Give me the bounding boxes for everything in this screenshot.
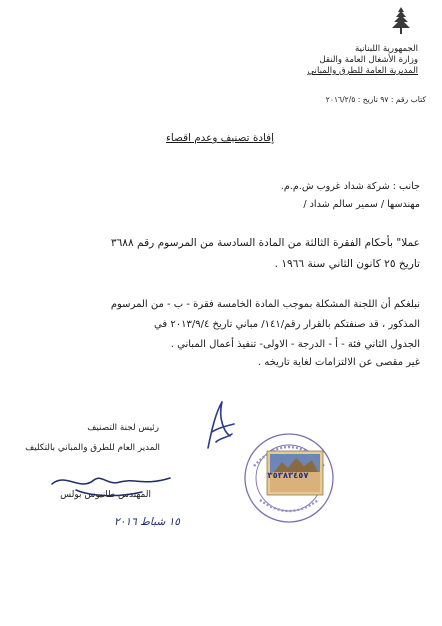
paragraph1-line2: تاريخ ٢٥ كانون الثاني سنة ١٩٦٦ .	[274, 258, 420, 270]
ministry-heading: وزارة الأشغال العامة والنقل	[319, 55, 418, 65]
handwritten-initials-icon	[202, 398, 236, 452]
signatory-role-committee: رئيس لجنة التصنيف	[87, 423, 159, 433]
signatory-name: المهندس طانيوس بولس	[60, 490, 151, 500]
document-title: إفادة تصنيف وعدم اقصاء	[166, 132, 274, 144]
paragraph1-line1: عملا" بأحكام الفقرة الثالثة من المادة السادسة من المرسوم رقم ٣٦٨٨	[110, 237, 420, 249]
republic-heading: الجمهورية اللبنانية	[354, 44, 418, 54]
paragraph2-line3: الجدول الثاني فئة - أ - الدرجة - الاولى- تنفيذ أعمال المباني .	[170, 339, 420, 350]
addressee-engineer: مهندسها / سمير سالم شداد /	[303, 199, 420, 210]
directorate-heading: المديرية العامة للطرق والمباني	[307, 66, 418, 76]
paragraph2-line1: نبلغكم أن اللجنة المشكلة بموجب المادة الخامسة فقرة - ب - من المرسوم	[110, 299, 420, 310]
letter-reference: كتاب رقم : ٩٧ تاريخ : ٢٠١٦/٢/٥	[325, 95, 426, 104]
addressee-company: جانب : شركة شداد غروب ش.م.م.	[280, 181, 420, 192]
lebanese-cedar-emblem	[388, 6, 414, 36]
handwritten-date: ١٥ شباط ٢٠١٦	[114, 516, 180, 528]
paragraph2-line2: المذكور ، قد صنفتكم بالقرار رقم/١٤١/ مباني تاريخ ٢٠١٣/٩/٤ في	[154, 319, 420, 330]
handwritten-signature-icon	[46, 462, 176, 502]
paragraph2-line4: غير مقصى عن الالتزامات لغاية تاريخه .	[258, 357, 420, 368]
fiscal-stamp-number: ٣٥٣٨٣٤٥٧	[267, 470, 309, 480]
signatory-role-director: المدير العام للطرق والمباني بالتكليف	[25, 443, 160, 453]
